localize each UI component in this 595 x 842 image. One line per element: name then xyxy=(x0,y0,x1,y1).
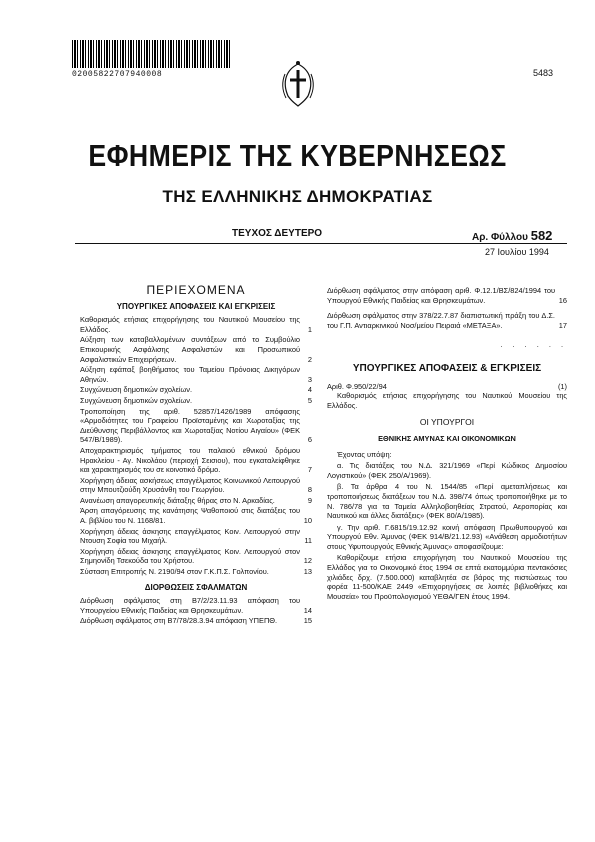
decision-body xyxy=(327,382,567,602)
page-number: 5483 xyxy=(533,68,554,78)
decision-paragraph-c: γ. Την αριθ. Γ.6815/19.12.92 κοινή απόφαση Πρωθυπουργού και Υπουργού Εθν. Άμυνας (ΦΕΚ 914/Β/21.12.93) «Ανάθεση αρμοδιοτήτων στους Υφυπουργούς Εθνικής Άμυνας» αποφασίζουμε: xyxy=(327,522,567,551)
decision-having-regard: Έχοντας υπόψη: xyxy=(337,449,392,459)
separator-dots: . . . . . . xyxy=(500,340,567,350)
contents-section-decisions: ΥΠΟΥΡΓΙΚΕΣ ΑΠΟΦΑΣΕΙΣ ΚΑΙ ΕΓΚΡΙΣΕΙΣ xyxy=(116,301,276,311)
right-column xyxy=(327,286,567,603)
toc-entry: Χορήγηση άδειας ασκήσεως επαγγέλματος Κοινωνικού Λειτουργού στην Μπουτζιούδη Χρυσάνθη του Γεωργίου. 8 xyxy=(80,475,312,495)
header-rule xyxy=(75,243,567,244)
contents-section-corrections: ΔΙΟΡΘΩΣΕΙΣ ΣΦΑΛΜΑΤΩΝ xyxy=(144,582,248,592)
toc-entry: Άρση απαγόρευσης της κανάτησης Ψαθοποιού στις διατάξεις του Α. βιβλίου του Ν. 1168/81. 10 xyxy=(80,506,312,526)
toc-entry: Διόρθωση σφάλματος στην 378/22.7.87 διαπιστωτική πράξη του Δ.Σ. του Γ.Π. Αντιαρκινικού Νοσ/μείου Πειραιά «ΜΕΤΑΞΑ». 17 xyxy=(327,311,567,330)
decision-ref: Αριθ. Φ.950/22/94 xyxy=(327,381,387,391)
decision-subject: Καθορισμός ετήσιας επιχορήγησης του Ναυτικού Μουσείου της Ελλάδος. xyxy=(327,391,567,410)
toc-entry: Διόρθωση σφάλματος στην απόφαση αριθ. Φ.12.1/ΒΣ/824/1994 του Υπουργού Εθνικής Παιδείας και Θρησκευμάτων. 16 xyxy=(327,286,567,305)
decision-ministries: ΕΘΝΙΚΗΣ ΑΜΥΝΑΣ ΚΑΙ ΟΙΚΟΝΟΜΙΚΩΝ xyxy=(378,433,516,443)
toc-entry: Τροποποίηση της αριθ. 52857/1426/1989 απόφασης «Αρμοδιότητες του Γραφείου Προϊσταμένης και Χωροταξίας της Διεύθυνσης Περιβάλλοντος και Χωροταξίας Νοτίου Αιγαίου» (ΦΕΚ 547/Β/1989). 6 xyxy=(80,406,312,445)
decision-ref-line xyxy=(327,382,567,392)
contents-column xyxy=(80,283,312,627)
sheet-number-label xyxy=(472,228,552,243)
toc-entry: Συγχώνευση δημοτικών σχολείων. 5 xyxy=(80,395,312,405)
toc-entry: Διόρθωση σφάλματος στη Β7/78/28.3.94 απόφαση ΥΠΕΠΘ. 15 xyxy=(80,616,312,626)
toc-entry: Αποχαρακτηρισμός τμήματος του παλαιού εθνικού δρόμου Ηρακλείου - Αγ. Νικολάου (περιοχή Σεισιου), που εγκαταλείφθηκε και χαρακτηρισμός του σε κοινοτικό δρόμο. 7 xyxy=(80,445,312,475)
decision-authority: ΟΙ ΥΠΟΥΡΓΟΙ xyxy=(419,417,475,428)
toc-entry: Συγχώνευση δημοτικών σχολείων. 4 xyxy=(80,385,312,395)
barcode xyxy=(72,40,230,68)
issue-label: ΤΕΥΧΟΣ ΔΕΥΤΕΡΟ xyxy=(232,228,323,239)
toc-entry: Χορήγηση άδειας άσκησης επαγγέλματος Κοιν. Λειτουργού στην Ντουση Σοφία του Μιχαήλ. 11 xyxy=(80,526,312,546)
contents-heading: ΠΕΡΙΕΧΟΜΕΝΑ xyxy=(146,283,246,297)
gazette-subtitle: ΤΗΣ ΕΛΛΗΝΙΚΗΣ ΔΗΜΟΚΡΑΤΙΑΣ xyxy=(162,187,433,206)
gazette-title: ΕΦΗΜΕΡΙΣ ΤΗΣ ΚΥΒΕΡΝΗΣΕΩΣ xyxy=(88,138,507,173)
toc-entry: Χορήγηση άδειας άσκησης επαγγέλματος Κοιν. Λειτουργού στον Σημηονίδη Τσεκούδα του Χρήστου. 12 xyxy=(80,546,312,566)
toc-entry: Σύσταση Επιτροπής Ν. 2190/94 στον Γ.Κ.Π.Σ. Γολπονίου. 13 xyxy=(80,567,312,577)
decisions-section-title: ΥΠΟΥΡΓΙΚΕΣ ΑΠΟΦΑΣΕΙΣ & ΕΓΚΡΙΣΕΙΣ xyxy=(352,362,542,374)
decision-paragraph-a: α. Τις διατάξεις του Ν.Δ. 321/1969 «Περί Κώδικος Δημοσίου Λογιστικού» (ΦΕΚ 250/Α/1969). xyxy=(327,461,567,480)
toc-entry: Καθορισμός ετήσιας επιχορήγησης του Ναυτικού Μουσείου της Ελλάδος. 1 xyxy=(80,315,312,334)
toc-entry: Ανανέωση απαγορευτικής διάταξης θήρας στο Ν. Αρκαδίας. 9 xyxy=(80,495,312,505)
toc-entry: Διόρθωση σφάλματος στη Β7/2/23.11.93 απόφαση του Υπουργείου Εθνικής Παιδείας και Θρησκευμάτων. 14 xyxy=(80,596,312,615)
sheet-label: Αρ. Φύλλου xyxy=(472,232,528,243)
toc-entry: Αύξηση των καταβαλλομένων συντάξεων από το Συμβούλιο Επικουρικής Ασφάλισης Ασφαλιστών και Προσωπικού Ασφαλιστικών Επιχειρήσεων. 2 xyxy=(80,335,312,364)
coat-of-arms-icon xyxy=(278,60,318,108)
barcode-number: 02005822707940008 xyxy=(72,70,163,79)
decision-number: (1) xyxy=(557,381,567,391)
decision-paragraph-d: Καθορίζουμε ετήσια επιχορήγηση του Ναυτικού Μουσείου της Ελλάδος για το Οικονομικό έτος 1994 σε επτά εκατομμύρια πεντακόσιες χιλιάδες δρχ. (7.500.000) καταβλητέα σε βάρος της πιστώσεως του φορέα 11-500/ΚΑΕ 2449 «Επιχορηγήσεις σε λοιπές βιβλιοθήκες και Μουσεία» του Προϋπολογισμού ΥΕΘΑ/ΓΕΝ έτους 1994. xyxy=(327,553,567,601)
issue-date: 27 Ιουλίου 1994 xyxy=(485,247,549,257)
decision-paragraph-b: β. Τα άρθρα 4 του Ν. 1544/85 «Περί αμεταπλήσεως και τροποποιήσεως διατάξεων του Ν.Δ. 398/74 όπως τροποποιήθηκε με το Ν. 786/78 για τα Ταμεία Αλληλοβοηθείας Στρατού, Αεροπορίας και Ναυτικού και άλλες διατάξεις» (ΦΕΚ 80/Α/1985). xyxy=(327,482,567,521)
toc-entry: Αύξηση εφάπαξ βοηθήματος του Ταμείου Πρόνοιας Δικηγόρων Αθηνών. 3 xyxy=(80,365,312,384)
sheet-number: 582 xyxy=(530,228,553,243)
